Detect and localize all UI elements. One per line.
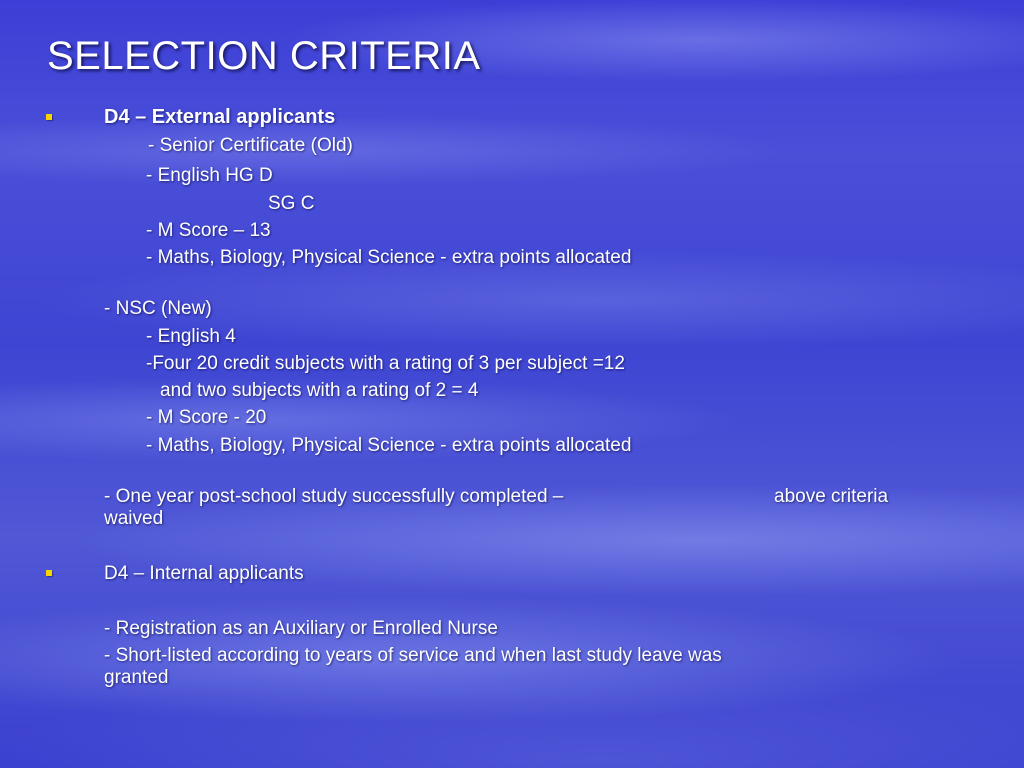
- bullet-square-icon: [46, 570, 52, 576]
- m-score-new-line: - M Score - 20: [146, 407, 267, 428]
- senior-certificate-line: - Senior Certificate (Old): [148, 135, 353, 156]
- post-school-line-cont: waived: [104, 508, 164, 529]
- four-subjects-line: -Four 20 credit subjects with a rating of 3 per subject =12: [146, 353, 625, 374]
- m-score-old-line: - M Score – 13: [146, 220, 271, 241]
- nsc-line: - NSC (New): [104, 298, 212, 319]
- english-4-line: - English 4: [146, 326, 236, 347]
- extra-points-new-line: - Maths, Biology, Physical Science - extra points allocated: [146, 435, 632, 456]
- english-hg-line: - English HG D: [146, 165, 273, 186]
- slide-title: SELECTION CRITERIA: [47, 34, 481, 78]
- post-school-line: - One year post-school study successfully completed –: [104, 486, 564, 507]
- post-school-line-right: above criteria: [774, 486, 889, 507]
- external-heading: D4 – External applicants: [104, 106, 336, 128]
- bullet-square-icon: [46, 114, 52, 120]
- extra-points-old-line: - Maths, Biology, Physical Science - extra points allocated: [146, 247, 632, 268]
- english-sg-line: SG C: [268, 193, 315, 214]
- two-subjects-line: and two subjects with a rating of 2 = 4: [160, 380, 479, 401]
- shortlisted-line: - Short-listed according to years of service and when last study leave was: [104, 645, 722, 666]
- internal-heading: D4 – Internal applicants: [104, 563, 304, 584]
- shortlisted-line-cont: granted: [104, 667, 169, 688]
- registration-line: - Registration as an Auxiliary or Enrolled Nurse: [104, 618, 498, 639]
